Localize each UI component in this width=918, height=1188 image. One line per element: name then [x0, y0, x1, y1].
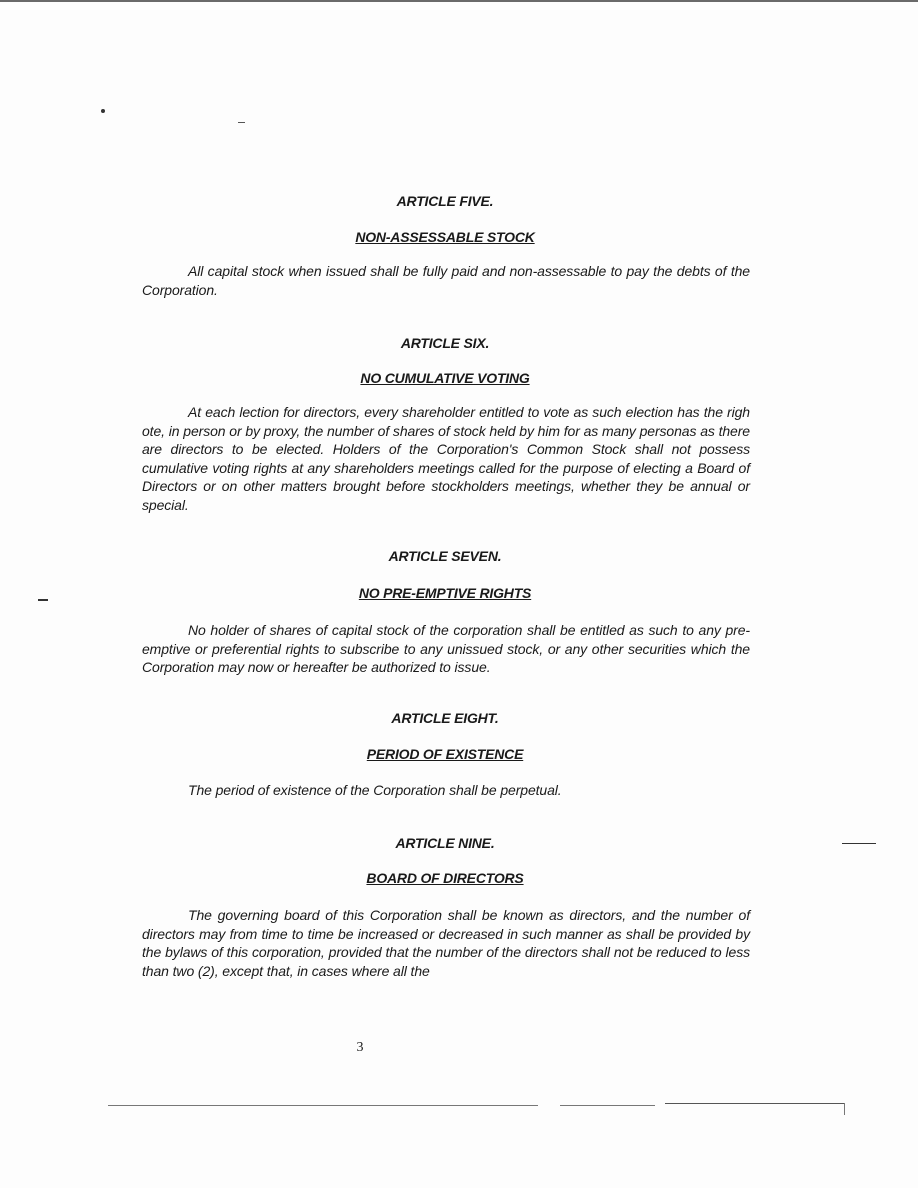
scan-bottom-edge [844, 1103, 845, 1115]
scan-speck [38, 599, 48, 601]
scan-bottom-edge [560, 1105, 655, 1106]
page-number: 3 [356, 1040, 364, 1055]
scan-top-edge [0, 0, 918, 2]
article-eight-body: The period of existence of the Corporation shall be perpetual. [188, 782, 562, 798]
article-seven-body: No holder of shares of capital stock of the corporation shall be entitled as such to any pre-emptive or preferential rights to subscribe to any unissued stock, or any other securities which the Corporation may now or hereafter be authorized to issue. [142, 622, 750, 675]
article-six-title: ARTICLE SIX. [400, 335, 490, 351]
article-eight-title: ARTICLE EIGHT. [391, 710, 499, 726]
scan-speck [101, 109, 105, 113]
scan-margin-line [842, 843, 876, 844]
article-seven-subtitle: NO PRE-EMPTIVE RIGHTS [358, 585, 532, 601]
scan-bottom-edge [665, 1103, 845, 1104]
article-seven-title: ARTICLE SEVEN. [388, 548, 502, 564]
article-nine-title: ARTICLE NINE. [395, 835, 495, 851]
article-eight-subtitle: PERIOD OF EXISTENCE [366, 746, 524, 762]
article-nine-subtitle: BOARD OF DIRECTORS [366, 870, 524, 886]
article-nine-body: The governing board of this Corporation shall be known as directors, and the number of directors may from time to time be increased or decreased in such manner as shall be provided by the bylaws of this corporation, provided that the number of the directors shall not be reduced to less than two (2), except that, in cases where all the [142, 907, 750, 979]
article-six-body: At each lection for directors, every shareholder entitled to vote as such election has the righ ote, in person or by proxy, the number of shares of stock held by him for as many personas as there are directors to be elected. Holders of the Corporation's Common Stock shall not possess cumulative voting rights at any shareholders meetings called for the purpose of electing a Board of Directors or on other matters brought before stockholders meetings, whether they be annual or special. [142, 404, 750, 513]
article-five-title: ARTICLE FIVE. [396, 193, 494, 209]
article-five-subtitle: NON-ASSESSABLE STOCK [355, 229, 535, 245]
article-five-body: All capital stock when issued shall be fully paid and non-assessable to pay the debts of the Corporation. [142, 263, 750, 298]
scan-bottom-edge [108, 1105, 538, 1106]
scan-speck [238, 122, 245, 123]
article-six-subtitle: NO CUMULATIVE VOTING [360, 370, 530, 386]
